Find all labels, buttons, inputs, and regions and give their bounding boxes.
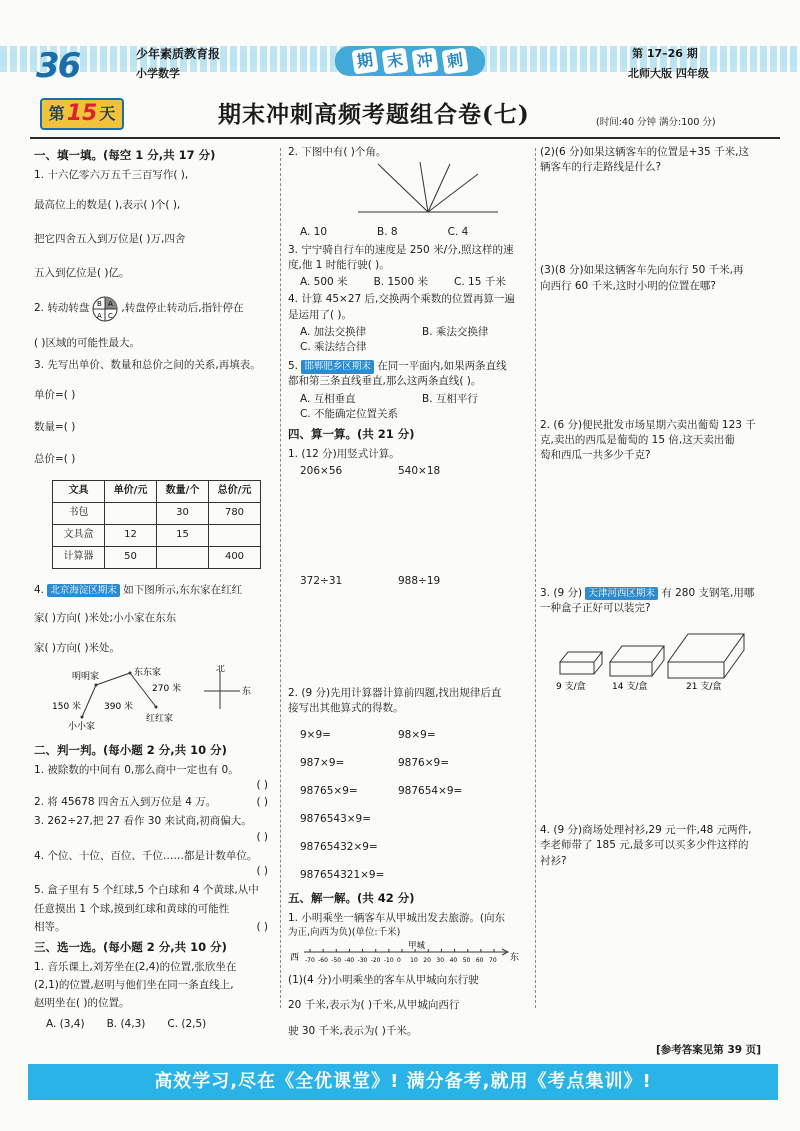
source-tag: 天津河西区期末 [585,587,658,601]
time-score-info: (时间:40 分钟 满分:100 分) [596,117,716,128]
map-label: 明明家 [72,671,100,682]
stationery-table [52,480,261,569]
option[interactable]: B. (4,3) [106,1018,146,1031]
map-distance: 150 米 [52,701,82,712]
day-suffix: 天 [99,104,116,124]
option[interactable]: B. 1500 米 [373,276,429,289]
calc-row [288,462,532,574]
number-line-west: 西 [290,953,300,964]
answer-paren: ( ) [256,865,268,878]
number-line-tick-label: 40 [449,957,458,965]
pattern-item: 987654×9= [398,785,463,798]
option[interactable]: B. 互相平行 [422,392,478,405]
question-text: 向西行 60 千米,这时小明的位置在哪? [540,279,716,292]
number-line-tick-label: 50 [462,957,471,965]
number-line-tick-label: 0 [397,957,401,965]
question-text: 李老师带了 185 元,最多可以买多少件这样的 [540,839,749,852]
question-text: (2)(6 分)如果这辆客车的位置是+35 千米,这 [540,146,749,158]
day-badge [40,98,124,130]
table-row [53,524,261,546]
question-text: 2. (9 分)先用计算器计算前四题,找出规律后直 [288,686,502,699]
spinner-label: C [108,311,114,320]
option[interactable]: A. 10 [300,226,328,239]
angles-figure [348,160,508,218]
number-line-tick-label: -50 [331,957,342,965]
option[interactable]: A. 互相垂直 [300,392,356,405]
section-solve-heading: 五、解一解。(共 42 分) [288,891,415,906]
number-line-tick-label: -10 [383,957,394,965]
question-text: 克,卖出的西瓜是葡萄的 15 倍,这天卖出葡 [540,434,735,447]
box-label: 9 支/盒 [556,681,586,690]
option[interactable]: C. 不能确定位置关系 [300,407,399,420]
table-cell [105,502,157,524]
question-text: ( )区域的可能性最大。 [34,336,141,349]
table-row [53,502,261,524]
issue-number: 第 17–26 期 [632,47,698,60]
question-text: 4. (9 分)商场处理衬衫,29 元一件,48 元两件, [540,824,752,837]
calc-row [288,574,532,686]
table-cell: 30 [157,502,209,524]
table-cell [157,546,209,568]
location-map [34,665,272,731]
pattern-item: 9876543×9= [300,813,372,826]
question-text: 辆客车的行走路线是什么? [540,161,662,174]
table-cell [209,524,261,546]
question-text: 2. (6 分)便民批发市场星期六卖出葡萄 123 千 [540,418,756,431]
number-line-tick-label: 30 [436,957,445,965]
table-header: 总价/元 [209,480,261,502]
question-text: 4. 计算 45×27 后,交换两个乘数的位置再算一遍 [288,293,515,306]
question-text: 1. (12 分)用竖式计算。 [288,447,400,460]
question-5-row [288,359,532,374]
answer-paren: ( ) [256,778,268,791]
source-tag: 邯郸肥乡区期末 [301,360,374,374]
column-divider [535,148,536,1008]
answer-paren: ( ) [256,920,268,933]
spinner-label: A [108,299,114,308]
number-line-tick-label: 70 [489,957,497,965]
calc-item: 372÷31 [300,574,343,587]
number-line-tick-label: -40 [344,957,355,965]
number-line-tick-label: -30 [357,957,368,965]
section-choose-heading: 三、选一选。(每小题 2 分,共 10 分) [34,939,227,954]
pattern-item: 9×9= [300,729,331,742]
table-cell: 780 [209,502,261,524]
calc-item: 540×18 [398,464,441,477]
footer-slogan: 高效学习,尽在《全优课堂》! 满分备考,就用《考点集训》! [28,1064,778,1100]
question-text: 家( )方向( )米处。 [34,641,121,654]
question-text: 1. 十六亿零六万五千三百写作( ), [34,168,189,181]
day-number: 15 [66,101,98,127]
title-divider [30,137,780,139]
options-row [288,225,532,240]
question-spinner-row [34,294,272,324]
question-text: 有 280 支钢笔,用哪 [661,586,755,599]
option[interactable]: C. 乘法结合律 [300,340,367,353]
question-text: (1)(4 分)小明乘坐的客车从甲城向东行驶 [288,974,479,987]
source-tag: 北京海淀区期末 [47,584,120,598]
pattern-item: 98765432×9= [300,841,378,854]
box-label: 21 支/盒 [686,681,722,690]
number-line-tick-label: -20 [370,957,381,965]
question-text: 驶 30 千米,表示为( )千米。 [288,1024,418,1037]
option[interactable]: A. (3,4) [46,1018,85,1031]
banner-char: 末 [381,47,408,74]
number-line-tick-label: -60 [318,957,328,965]
spinner-label: B [97,299,103,308]
question-text: 度,他 1 时能行驶( )。 [288,258,390,271]
option[interactable]: A. 500 米 [300,276,348,289]
column-middle [288,145,532,1039]
map-label: 东东家 [134,667,162,678]
map-distance: 270 米 [152,683,182,694]
question-text: ,转盘停止转动后,指针停在 [121,302,244,315]
table-header: 单价/元 [105,480,157,502]
answer-reference: [参考答案见第 39 页] [656,1044,762,1056]
question-text: 4. 个位、十位、百位、千位……都是计数单位。 [34,849,258,862]
pattern-row [288,756,532,784]
question-text: 2. 将 45678 四舍五入到万位是 4 万。 [34,796,217,808]
pattern-item: 987×9= [300,757,345,770]
number-line-tick-label: 60 [475,957,484,965]
table-row [53,546,261,568]
pen-boxes-figure [540,616,770,690]
option[interactable]: B. 8 [377,226,398,239]
table-cell: 文具盒 [53,524,105,546]
table-header-row [53,480,261,502]
pattern-item: 9876×9= [398,757,449,770]
options-row [288,325,532,340]
formula-line: 单价=( ) [34,388,76,401]
table-header: 文具 [53,480,105,502]
question-text: 接写出其他算式的得数。 [288,702,404,715]
final-sprint-banner [335,46,485,76]
section-fill-in-heading: 一、填一填。(每空 1 分,共 17 分) [34,148,216,162]
spinner-label: A [97,311,103,320]
question-text: 把它四舍五入到万位是( )万,四舍 [34,232,186,245]
question-text: 家( )方向( )米处;小小家在东东 [34,611,177,624]
map-label: 小小家 [68,721,96,731]
page-number: 36 [36,46,80,86]
number-line-tick-label: 20 [423,957,431,965]
option[interactable]: C. (2,5) [167,1018,207,1031]
question-text: 5. 盒子里有 5 个红球,5 个白球和 4 个黄球,从中 [34,884,259,897]
option[interactable]: C. 4 [447,226,469,239]
number-line-tick-label: -70 [305,957,315,965]
question-text: 1. 被除数的中间有 0,那么商中一定也有 0。 [34,763,239,776]
pattern-item: 98765×9= [300,785,358,798]
question-text: 一种盒子正好可以装完? [540,601,651,614]
number-line [288,940,528,968]
compass-north: 北 [216,664,226,674]
question-text: 3. 先写出单价、数量和总价之间的关系,再填表。 [34,358,261,371]
number-line-tick-label: 10 [410,957,418,965]
table-cell: 书包 [53,502,105,524]
question-text: 2. 转动转盘 [34,302,90,315]
banner-char: 期 [351,47,378,74]
question-text: 3. 宁宁骑自行车的速度是 250 米/分,照这样的速 [288,243,514,256]
question-text: 1. 小明乘坐一辆客车从甲城出发去旅游。(向东 [288,912,505,925]
question-text: 是运用了( )。 [288,308,353,321]
table-cell: 12 [105,524,157,546]
calc-item: 206×56 [300,464,343,477]
map-distance: 390 米 [104,701,134,712]
table-header: 数量/个 [157,480,209,502]
question-text: (3)(8 分)如果这辆客车先向东行 50 千米,再 [540,264,744,277]
table-cell: 400 [209,546,261,568]
box-label: 14 支/盒 [612,681,648,690]
question-text: 赵明坐在( )的位置。 [34,997,130,1010]
calc-item: 988÷19 [398,574,441,587]
question-text: 1. 音乐课上,刘芳坐在(2,4)的位置,张欣坐在 [34,960,237,973]
answer-paren: ( ) [256,796,268,809]
table-cell: 15 [157,524,209,546]
number-line-east: 东 [510,953,520,964]
column-right [540,145,780,869]
question-text: 3. (9 分) [540,586,583,599]
table-cell: 计算器 [53,546,105,568]
newspaper-name: 少年素质教育报 [136,47,221,61]
option[interactable]: B. 乘法交换律 [422,325,489,338]
spinner-icon [91,295,119,323]
options-row [34,1017,272,1032]
question-text: 相等。 [34,920,66,933]
question-text: 20 千米,表示为( )千米,从甲城向西行 [288,999,460,1012]
subject-label: 小学数学 [136,67,180,80]
question-row [34,920,272,935]
column-divider [280,148,281,1008]
edition-label: 北师大版 四年级 [628,67,709,80]
question-text: 2. 下图中有( )个角。 [288,146,387,158]
question-text: 衬衫? [540,854,567,867]
options-row [288,392,532,407]
option[interactable]: C. 15 千米 [454,276,506,289]
section-calc-heading: 四、算一算。(共 21 分) [288,427,415,442]
formula-line: 总价=( ) [34,452,76,465]
question-3-row [540,586,780,601]
question-text: 任意摸出 1 个球,摸到红球和黄球的可能性 [34,902,230,915]
question-text: 3. 262÷27,把 27 看作 30 来试商,初商偏大。 [34,815,252,828]
question-4-row [34,583,272,605]
banner-char: 刺 [441,47,468,74]
section-judge-heading: 二、判一判。(每小题 2 分,共 10 分) [34,742,227,757]
question-text: (2,1)的位置,赵明与他们坐在同一条直线上, [34,978,234,991]
exam-title: 期末冲刺高频考题组合卷(七) [218,101,530,128]
option[interactable]: A. 加法交换律 [300,325,367,338]
number-line-city: 甲城 [408,941,426,952]
question-number: 4. [34,583,45,596]
pattern-item: 987654321×9= [300,869,385,882]
question-number: 5. [288,360,299,373]
question-text: 五入到亿位是( )亿。 [34,266,130,279]
question-text: 萄和西瓜一共多少千克? [540,449,651,462]
map-label: 红红家 [146,713,174,724]
formula-line: 数量=( ) [34,420,76,433]
day-prefix: 第 [48,104,65,124]
question-text: 都和第三条直线垂直,那么这两条直线( )。 [288,375,482,388]
question-text: 为正,向西为负)(单位:千米) [288,927,401,939]
answer-paren: ( ) [256,830,268,843]
compass-east: 东 [242,686,252,697]
banner-char: 冲 [411,47,438,74]
pattern-row [288,784,532,812]
table-cell: 50 [105,546,157,568]
column-left [34,145,272,1033]
question-text: 最高位上的数是( ),表示( )个( ), [34,198,181,211]
pattern-item: 98×9= [398,729,436,742]
question-text: 如下图所示,东东家在红红 [123,583,243,596]
question-text: 在同一平面内,如果两条直线 [377,360,507,373]
options-row [288,275,532,290]
pattern-row [288,728,532,756]
